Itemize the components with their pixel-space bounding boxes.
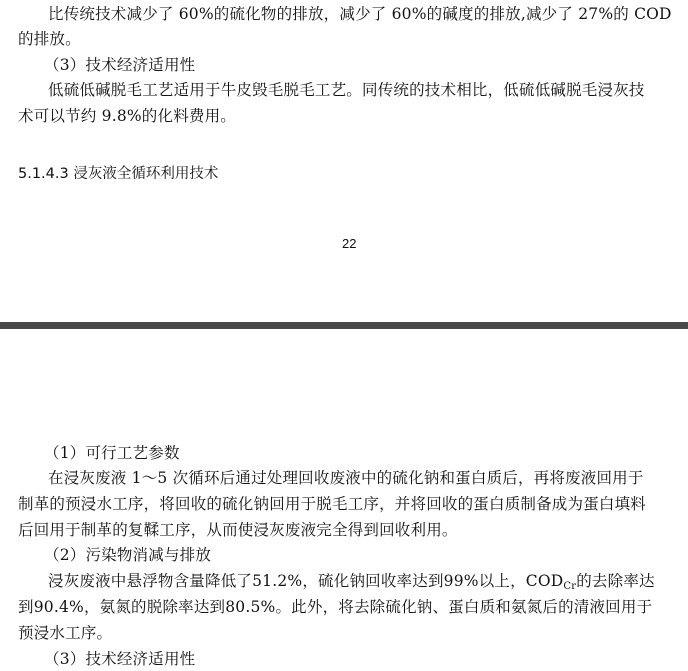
section-heading: 5.1.4.3 浸灰液全循环利用技术 [18,166,219,182]
subsection-label: （3）技术经济适用性 [44,650,196,668]
page-divider [0,322,688,329]
paragraph-line: 到90.4%，氨氮的脱除率达到80.5%。此外，将去除硫化钠、蛋白质和氨氮后的清液回用于 [18,598,653,616]
cod-subscript: Cr [563,581,577,592]
paragraph-line: 低硫低碱脱毛工艺适用于牛皮毁毛脱毛工艺。同传统的技术相比，低硫低碱脱毛浸灰技 [48,81,645,99]
paragraph-line: 后回用于制革的复鞣工序，从而使浸灰废液完全得到回收利用。 [18,521,458,539]
cod-text-after: 的去除率达 [576,572,655,590]
subsection-label: （1）可行工艺参数 [44,444,180,462]
paragraph-line: 术可以节约 9.8%的化料费用。 [18,107,237,125]
page-number: 22 [342,236,357,251]
subsection-label: （2）污染物消减与排放 [44,546,212,564]
paragraph-line: 制革的预浸水工序，将回收的硫化钠回用于脱毛工序，并将回收的蛋白质制备成为蛋白填料 [18,495,647,513]
paragraph-line: 的排放。 [18,30,81,48]
paragraph-line: 预浸水工序。 [18,624,113,642]
paragraph-line: 比传统技术减少了 60%的硫化物的排放，减少了 60%的碱度的排放,减少了 27%的 COD [48,5,672,23]
paragraph-line: 在浸灰废液 1～5 次循环后通过处理回收废液中的硫化钠和蛋白质后，再将废液回用于 [48,469,644,487]
cod-text-before: 浸灰废液中悬浮物含量降低了51.2%，硫化钠回收率达到99%以上，COD [48,572,564,590]
paragraph-line-cod [48,571,655,591]
subsection-label: （3）技术经济适用性 [44,56,196,74]
